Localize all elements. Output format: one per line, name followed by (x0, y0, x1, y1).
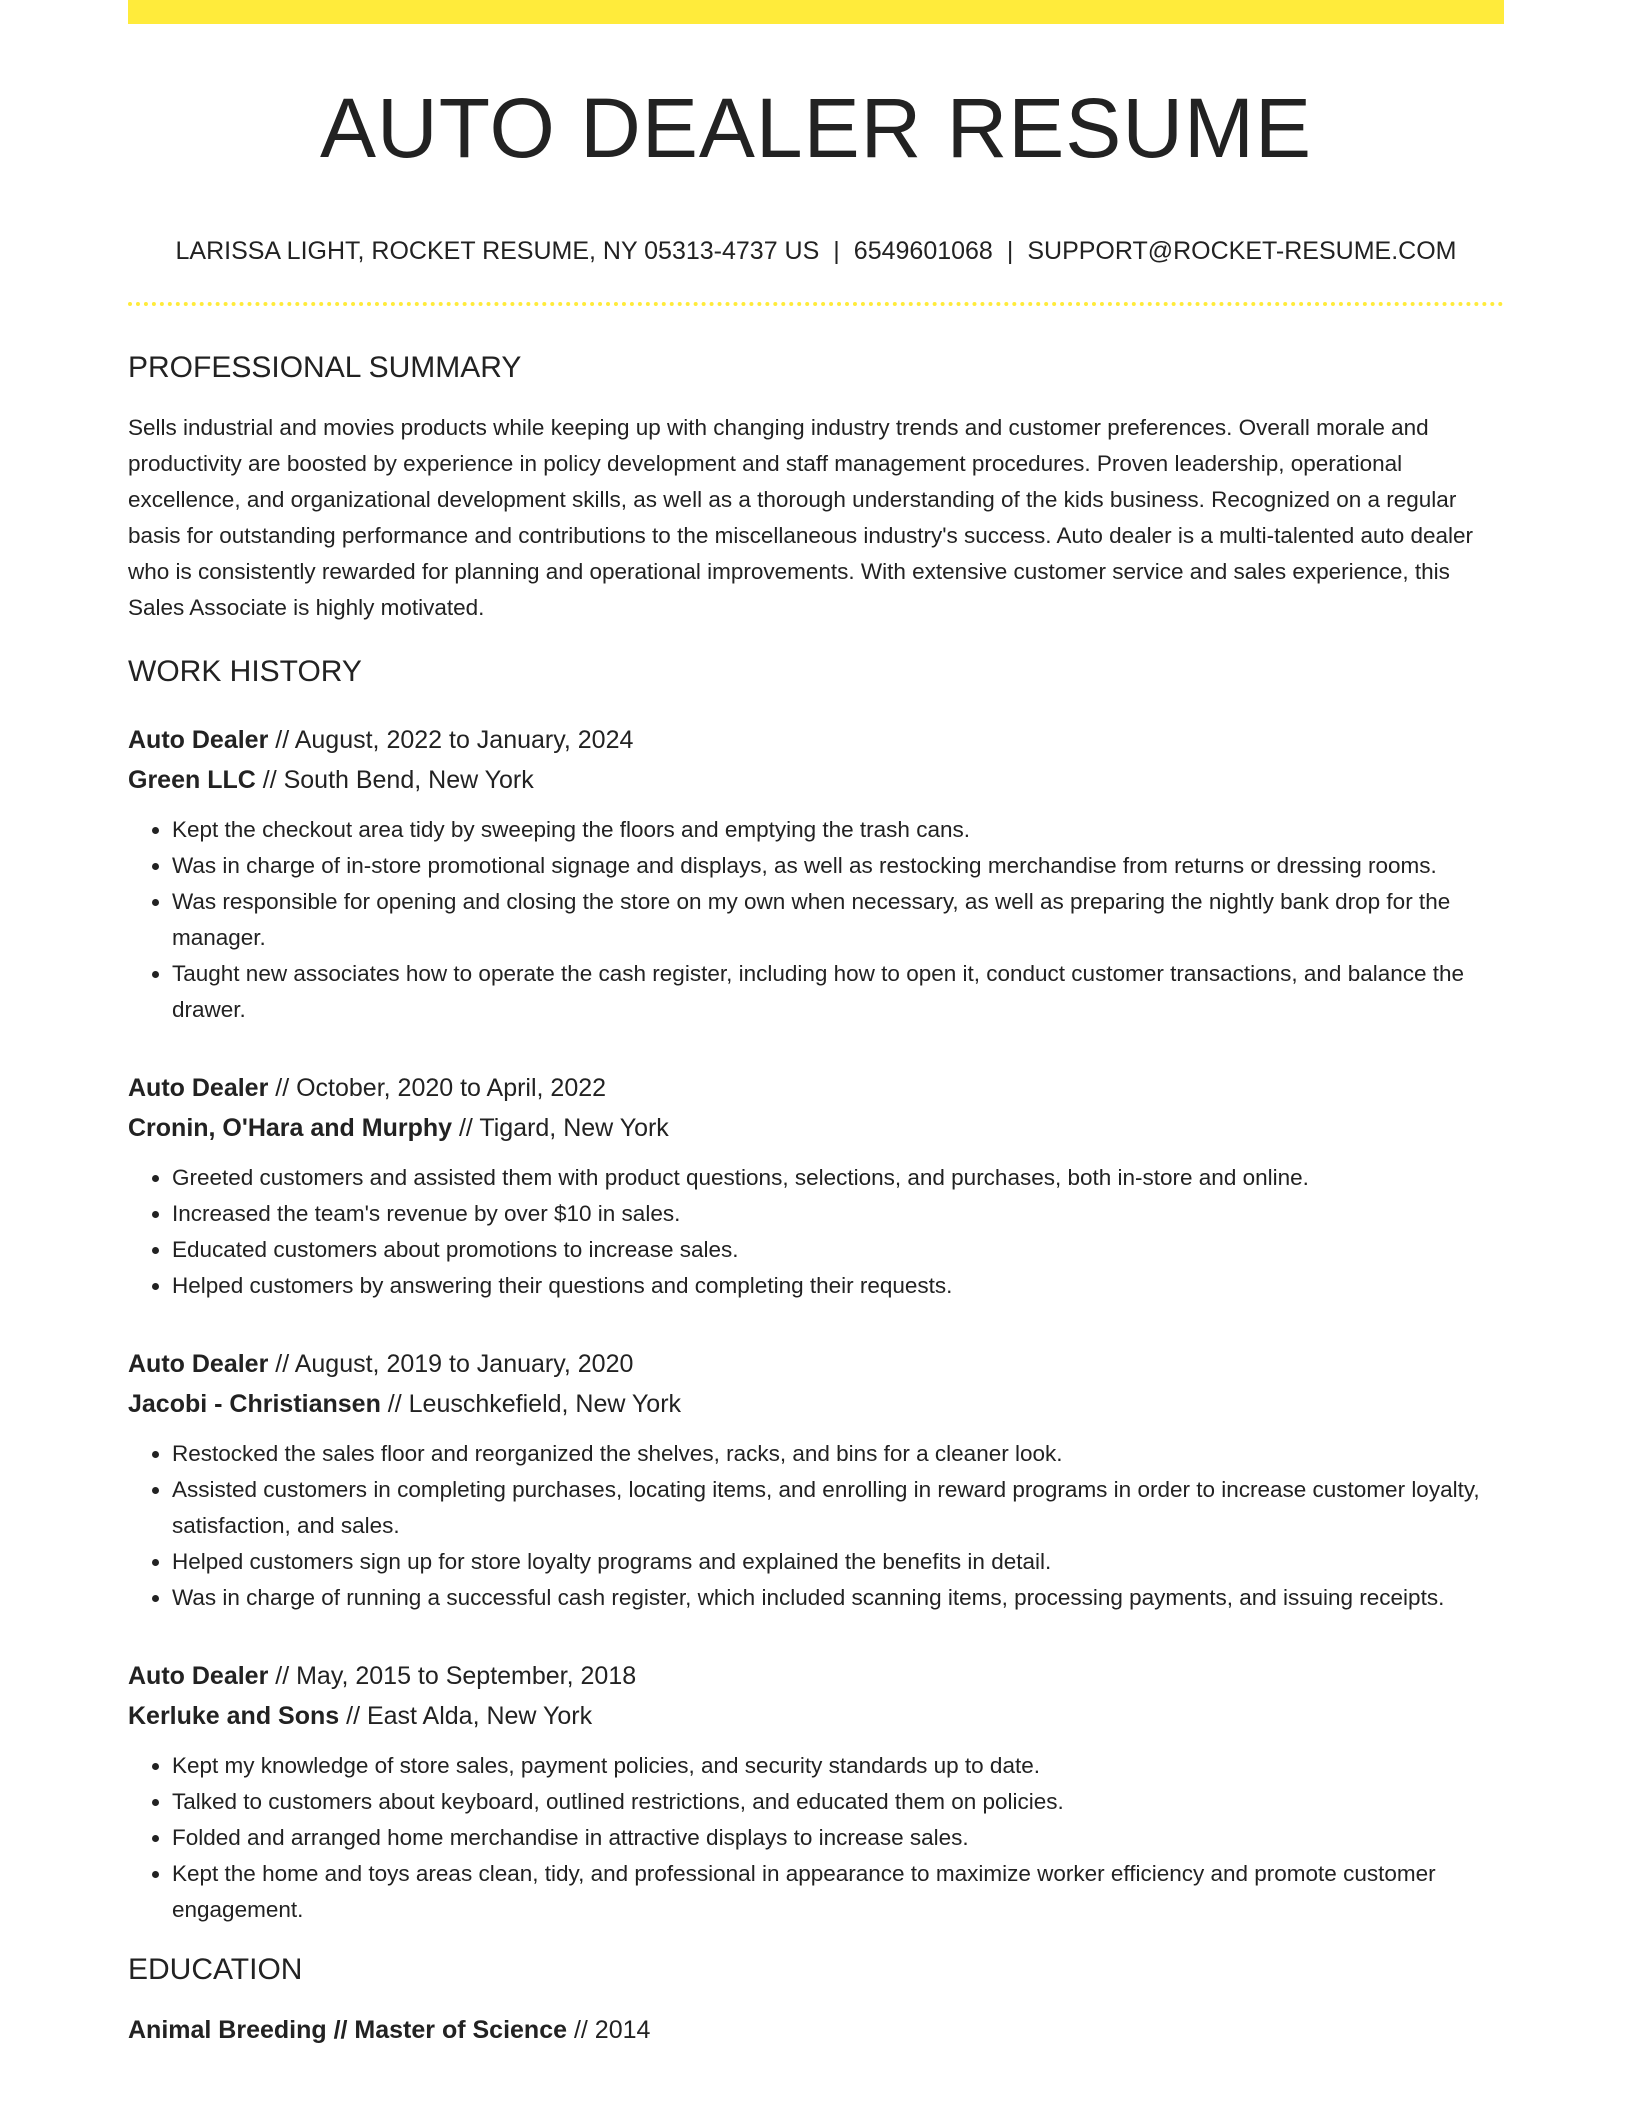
job-company: Kerluke and Sons (128, 1702, 340, 1731)
job-title-line (128, 720, 1504, 760)
job-company: Jacobi - Christiansen (128, 1390, 381, 1419)
contact-separator: | (1006, 237, 1014, 266)
job-bullet: • Kept the home and toys areas clean, tidy, and professional in appearance to maximize worker efficiency and promote customer engagement. (172, 1856, 1504, 1928)
job-company: Green LLC (128, 766, 256, 795)
job-dates: // May, 2015 to September, 2018 (268, 1662, 637, 1691)
job-entry (128, 1656, 1504, 1928)
contact-phone: 6549601068 (853, 237, 993, 266)
job-company: Cronin, O'Hara and Murphy (128, 1114, 453, 1143)
education-year: // 2014 (567, 2016, 651, 2045)
job-title-line (128, 1656, 1504, 1696)
contact-address: LARISSA LIGHT, ROCKET RESUME, NY 05313-4737 US (175, 237, 820, 266)
work-history-heading: WORK HISTORY (128, 655, 362, 689)
resume-title: AUTO DEALER RESUME (320, 81, 1312, 175)
job-bullet: • Increased the team's revenue by over $10 in sales. (172, 1196, 1504, 1232)
job-list (128, 720, 1504, 1928)
accent-top-bar (128, 0, 1504, 24)
job-bullets (128, 812, 1504, 1028)
job-bullets (128, 1748, 1504, 1928)
job-title: Auto Dealer (128, 726, 269, 755)
job-bullet: • Educated customers about promotions to increase sales. (172, 1232, 1504, 1268)
job-title: Auto Dealer (128, 1350, 269, 1379)
contact-email[interactable]: SUPPORT@ROCKET-RESUME.COM (1027, 237, 1457, 266)
job-dates: // August, 2022 to January, 2024 (268, 726, 634, 755)
education-heading: EDUCATION (128, 1953, 303, 1987)
contact-line (128, 236, 1504, 266)
job-bullet: • Was in charge of running a successful cash register, which included scanning items, processing payments, and issuing receipts. (172, 1580, 1504, 1616)
job-bullet: • Was in charge of in-store promotional signage and displays, as well as restocking merchandise from returns or dressing rooms. (172, 848, 1504, 884)
summary-heading: PROFESSIONAL SUMMARY (128, 351, 522, 385)
job-title: Auto Dealer (128, 1074, 269, 1103)
job-bullet: • Greeted customers and assisted them with product questions, selections, and purchases, both in-store and online. (172, 1160, 1504, 1196)
job-bullet: • Kept my knowledge of store sales, payment policies, and security standards up to date. (172, 1748, 1504, 1784)
job-bullet: • Taught new associates how to operate the cash register, including how to open it, conduct customer transactions, and balance the drawer. (172, 956, 1504, 1028)
job-location: // Leuschkefield, New York (380, 1390, 682, 1419)
job-title: Auto Dealer (128, 1662, 269, 1691)
job-location: // Tigard, New York (452, 1114, 669, 1143)
job-bullets (128, 1436, 1504, 1616)
job-bullet: • Assisted customers in completing purchases, locating items, and enrolling in reward programs in order to increase customer loyalty, satisfaction, and sales. (172, 1472, 1504, 1544)
job-company-line (128, 1108, 1504, 1148)
job-bullet: • Folded and arranged home merchandise in attractive displays to increase sales. (172, 1820, 1504, 1856)
job-location: // East Alda, New York (339, 1702, 593, 1731)
job-bullet: • Was responsible for opening and closing the store on my own when necessary, as well as preparing the nightly bank drop for the manager. (172, 884, 1504, 956)
job-company-line (128, 760, 1504, 800)
education-field-degree: Animal Breeding // Master of Science (128, 2016, 568, 2045)
job-dates: // October, 2020 to April, 2022 (268, 1074, 607, 1103)
job-bullet: • Restocked the sales floor and reorganized the shelves, racks, and bins for a cleaner look. (172, 1436, 1504, 1472)
job-entry (128, 720, 1504, 1028)
job-bullet: • Kept the checkout area tidy by sweeping the floors and emptying the trash cans. (172, 812, 1504, 848)
job-bullet: • Helped customers by answering their questions and completing their requests. (172, 1268, 1504, 1304)
job-bullet: • Helped customers sign up for store loyalty programs and explained the benefits in detail. (172, 1544, 1504, 1580)
job-bullets (128, 1160, 1504, 1304)
job-entry (128, 1344, 1504, 1616)
job-company-line (128, 1384, 1504, 1424)
job-title-line (128, 1344, 1504, 1384)
job-dates: // August, 2019 to January, 2020 (268, 1350, 634, 1379)
summary-text: Sells industrial and movies products while keeping up with changing industry trends and customer preferences. Overall morale and productivity are boosted by experience in policy development and staff management procedures. Proven leadership, operational excellence, and organizational development skills, as well as a thorough understanding of the kids business. Recognized on a regular basis for outstanding performance and contributions to the miscellaneous industry's success. Auto dealer is a multi-talented auto dealer who is consistently rewarded for planning and operational improvements. With extensive customer service and sales experience, this Sales Associate is highly motivated. (128, 415, 1474, 621)
job-location: // South Bend, New York (255, 766, 534, 795)
education-entry (128, 2010, 1504, 2050)
resume-page (128, 0, 1504, 2050)
job-entry (128, 1068, 1504, 1304)
contact-separator: | (833, 237, 840, 266)
job-bullet: • Talked to customers about keyboard, outlined restrictions, and educated them on policies. (172, 1784, 1504, 1820)
dotted-divider (128, 302, 1504, 306)
job-title-line (128, 1068, 1504, 1108)
job-company-line (128, 1696, 1504, 1736)
